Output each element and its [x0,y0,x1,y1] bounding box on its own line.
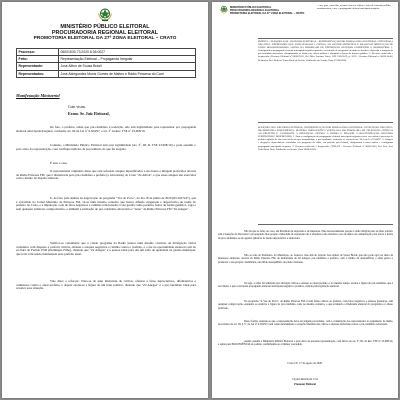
paragraph-text: É esse o caso. [50,161,68,165]
case-info-row [17,56,196,63]
paragraph [16,197,196,212]
paragraph-text: E, de fato, pela análise da degravação do programa "Voz do Povo", do dia 18 de junho de 2020 (ID 2927247), que é veiculado no Jornal Matutino da Princesa FM, vê-se num mesmo contexto que houve difusão exagerada e depreciativa do nome do prefeito do Crato, e a imputação a ele de fatos negativos e calúnias relacionados à sua gestão como prefeito, feitos de forma genérica, vaga e sem qualquer substrato comprobatório, e também a exaltação do pré-candidato adversário e "dono" da Rádio Princesa FM "Zé Adegas". [16,196,196,212]
paragraph [16,144,196,151]
case-info-value: José Ailton de Sousa Brasil [59,63,196,70]
divider [258,38,393,39]
paragraph-text: Vale dizer e reforçar: Trata-se de uma misturada de críticas, ofensas e fatos depreciativos, difamatórios e calúniosos contra o atual prefeito, e depois exalta-se a figura de um líder político, dizendo que "Zé Adegas" é o pré-candidato ideal para reverter essa situação. [16,279,196,291]
paragraph: Dessa forma, entende-se que a representação deve ser julgada procedente, com a condenação dos representados ao pagamento de multa, nos termos do art. 36, § 3º, da Lei nº 9.504/97, bem como determinada a cessação imediata das críticas e ofensas desferidas contra o pré-candidato adversário. [218,320,393,327]
paragraph [16,280,196,291]
paragraph: Não há que se falar, no caso, em liberdade de expressão e de imprensa. Não necessariamente porque a rádio dirigida pelo ex-líder político tem a intenção de direcionar a propaganda, mas porque a liberdade de expressão não é absoluta e não autoriza o uso de meios de comunicação para atacar a honra de pré-candidatos ou de agentes públicos de forma depreciativa e eleitoreira. [218,230,393,240]
case-info-value: José Aldegundes Muniz Gomes de Mattos e Rádio Princesa do Carri [59,70,196,77]
section-title: Manifestação Ministerial [16,93,60,98]
paragraph: Não se trata de Prefeitura, do Município, ao fornecer, mas sim do próprio José Ailton de Sousa Brasil, que não pode agir por meio de interesses eleitorais, através da Rádio Princesa FM, de titularidade de Zé Adegas, pré-candidato a prefeito, com o intuito de desqualificar o atual gestor e promover a sua própria candidatura, em nítido desequilíbrio do pleito vindouro. [218,254,393,264]
document-page-1 [2,2,208,398]
date-line: Crato-CE, 17 de agosto de 2020. [287,362,323,365]
header-institution: MINISTÉRIO PÚBLICO ELEITORAL [230,6,272,9]
paragraph-text: Verifica-se claramente que o citado programa da Rádio juntou num mesmo contexto de divulgação vários conteúdos com disposto a proferir críticas, ofensas e ataques negativos e calúnia contra o prefeito, e o fez na oportunidade eleitoral com do ex-líder do Partido PSD (Domingos Filho), dizendo que "Zé Adegas" é a pessoa ideal para dar um salto de qualidade na gestão municipal, que teria vem sendo malmanada pelo prefeito atual. [16,241,196,257]
paragraph-text: Contudo, o Ministério Público Eleitoral tem essa legitimidade (art. 3º, III, R. TSE 23.608/19) e pode assumir o polo ativo da representação, caso verifique indícios de procedência do que foi alegado. [16,143,196,151]
case-info-key: Representante: [17,63,59,70]
paragraph [16,126,196,133]
vistos-line: Com vistas. [68,105,86,109]
case-info-key: Representados: [17,70,59,77]
divider [258,122,393,123]
case-info-value: 06001530-73.2020.6.06.0027 [59,49,196,56]
case-info-row [17,63,196,70]
jurisprudence-quote: ELEIÇÕES 2016. RECURSO ELEITORAL. REPRESENTAÇÃO POR PROPAGANDA ELEITORAL ANTECIPADA NEGATIVA. RECONHECIDA PROCEDÊNCIA. MATÉRIA JORNALÍSTICA VEICULADA EM PROGRAMA DE TELEVISÃO. CRÍTICAS AO PREFEITO E CANDIDATO À REELEIÇÃO. OFENSA À HONRA E IMAGEM. CARACTERIZAÇÃO. RECURSO CONHECIDO E DESPROVIDO. 1. Para a configuração da propaganda eleitoral antecipada negativa faz-se necessária a presença de pedido explícito de não voto ou de ato que desqualifique o pré-candidato, conforme se extrai do art. 36-A da Lei 9.504/97. 2. Ataques e alegações depreciativas veiculados em programa de rádio, em período pré-eleitoral, ultrapassam a mera crítica e configuram propaganda antecipada negativa. 3. Recurso conhecido e desprovido. (TRE-CE – Recurso Eleitoral nº 060027410, Rel. Des. José Vidal Silva Neto, Publicado em Sessão, Data 28/08/2020). [258,126,393,151]
signature-role: Promotor Eleitoral [294,383,316,386]
header-promotoria: PROMOTORIA ELEITORAL DA 27ª ZONA ELEITORAL – CRATO [230,12,305,15]
case-info-key: Feito: [17,56,59,63]
divider [258,224,393,225]
header-promotoria: PROMOTORIA ELEITORAL DA 27ª ZONA ELEITORAL – CRATO [33,36,177,41]
paragraph-text: De fato, o prefeito, ainda que pré-candidato à reeleição, não tem legitimidade para representar por propaganda eleitoral antecipada/irregular, conforme art. 96 da Lei nº 9.504/97, e art. 3º da Res. TSE nº 23.608/19. [16,125,196,133]
case-info-row [17,70,196,77]
paragraph [16,170,196,181]
coat-of-arms-icon [219,5,229,14]
case-info-table [16,48,196,78]
case-info-key: Processo: [17,49,59,56]
document-page-2 [212,2,398,398]
greeting: Exmo. Sr. Juiz Eleitoral, [68,111,110,116]
jurisprudence-quote: EMENTA – ELEIÇÕES 2018 – RECURSO ELEITORAL – REPRESENTAÇÃO POR PROPAGANDA ELEITORAL ANTECIPADA NEGATIVA. EXPRESSÕES QUE ULTRAPASSAM A CRÍTICA AO GESTOR MUNICIPAL E REALIZAM IMPUTAÇÃO DE FATOS DESABONADORES. ABUSO DA LIBERDADE DE EXPRESSÃO. RECURSO CONHECIDO E DESPROVIDO. 1. Configurada a propaganda eleitoral antecipada negativa quando a veiculação de programa em rádio se destina a depreciar a imagem do pré-candidato adversário, ultrapassando os limites da crítica política e atingindo a honra do homem público. 2. Recurso conhecido e desprovido. (Recurso Eleitoral nº 060027412, Rel. Min. Luciano Lúcio, DJE 19/6/2019, p. 1019 – Recurso Eleitoral n. 0600124-08, Relator(a) Des. Roberto Viana Diniz de Freitas, Publicado em Sessão, Data 27/08/2020). [258,40,394,62]
paragraph: Ou seja, a rádio foi utilizada para divulgar críticas e ofensas ao atual prefeito e, ao mesmo tempo, exaltar a figura do pré-candidato que é seu titular, o que caracteriza propaganda eleitoral antecipada negativa e positiva, vedada pela legislação eleitoral. [218,282,393,289]
header-institution: MINISTÉRIO PÚBLICO ELEITORAL [60,24,150,30]
coat-of-arms-icon [97,7,113,22]
paragraph [16,162,196,166]
paragraph-text: O representante originário disse que está sofrendo ataques injustificados a sua honra e imagem proferidos através da Rádio Princesa FM, que é titularizada pelo pré-candidato a prefeito (e adversário) do Crato "Zé Ailton", e que esses ataques são exercidos com o intuito de disputa eleitoral. [16,169,196,181]
header-procuradoria: PROCURADORIA REGIONAL ELEITORAL [230,9,280,12]
paragraph: No programa "A Voz do Povo", da Rádio Princesa FM, foram feitas críticas ao prefeito, com fatos negativos e ofensas genéricas, sem qualquer comprovação, enquanto se exaltava a figura do pré-candidato, tudo no mesmo contexto, o que evidencia a finalidade eleitoral do programa e o abuso praticado. [218,300,393,310]
case-info-row [17,49,196,56]
case-info-value: Representação Eleitoral – Propaganda Irregular [59,56,196,63]
continuation-text: ... ano, pois, como dito, mesmo elenca as críticas e fatos de conteúdo político, constitucionais, estes, a propaganda eleitoral antecipada negativa. [317,4,392,10]
header-procuradoria: PROCURADORIA REGIONAL ELEITORAL [51,30,159,36]
paragraph [16,242,196,257]
signature-name: Cleyton Bantim da Cruz [291,378,319,381]
paragraph: Assim, assume o Ministério Público Eleitoral o polo ativo da presente representação, com fulcro no art. 3º, III, da Res. TSE nº 23.608/19, e opina pela PROCEDÊNCIA do pedido, confirmando-se a liminar concedida. [218,340,393,347]
